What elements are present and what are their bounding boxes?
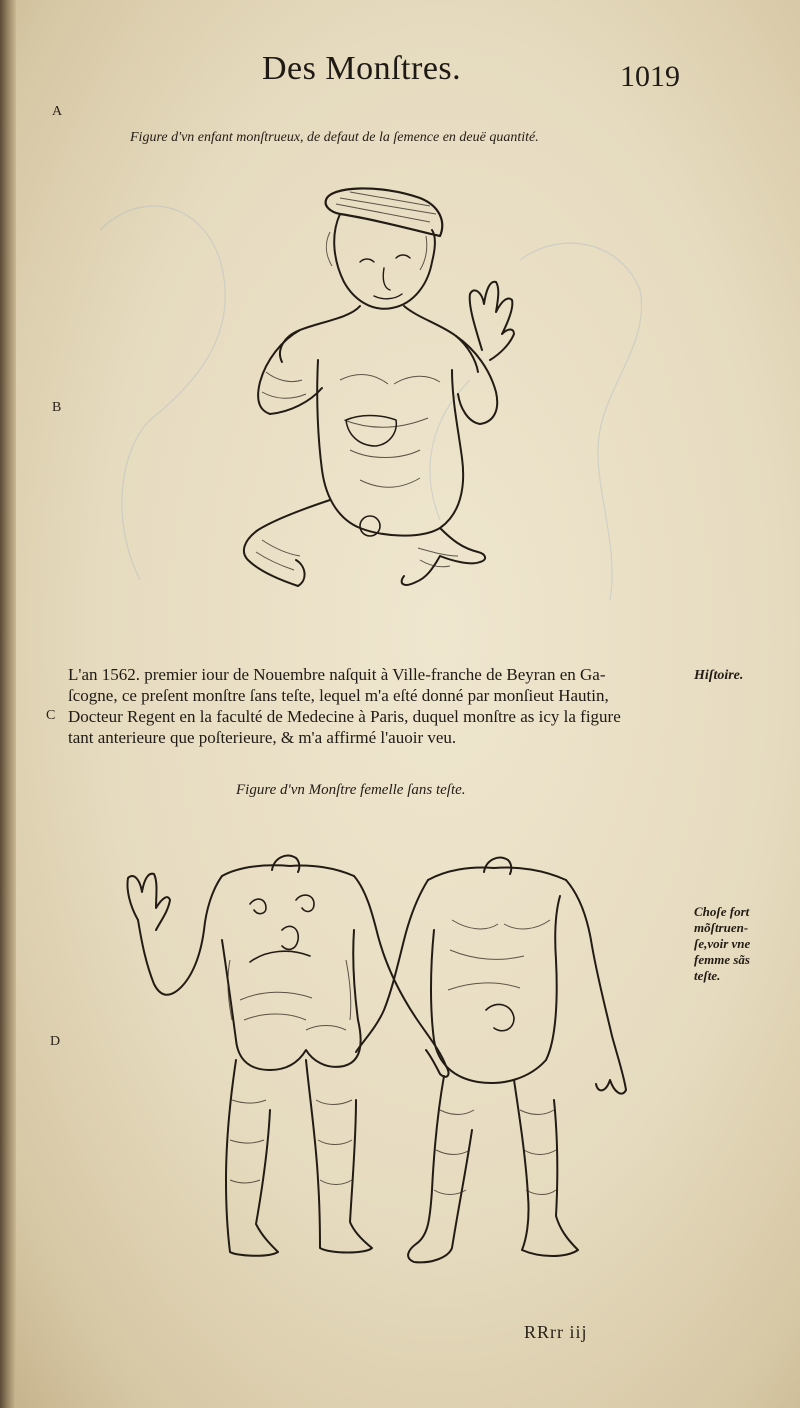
margin-note-line: ſe,voir vne [694, 936, 751, 951]
margin-letter-a: A [52, 104, 63, 119]
margin-note-line: Choſe fort [694, 904, 750, 919]
body-line: Docteur Regent en la faculté de Medecine à Paris, duquel monſtre as icy la figure [68, 707, 621, 726]
margin-note-histoire: Hiſtoire. [694, 668, 744, 683]
figure-1-caption: Figure d'vn enfant monſtrueux, de defaut de la ſemence en deuë quantité. [130, 130, 539, 145]
margin-letter-c: C [46, 708, 56, 723]
margin-note-line: femme sãs [694, 952, 750, 967]
page-number: 1019 [620, 60, 680, 93]
body-line: ſcogne, ce preſent monſtre ſans teſte, lequel m'a eſté donné par monſieut Hautin, [68, 686, 609, 705]
margin-letter-b: B [52, 400, 62, 415]
body-line: L'an 1562. premier iour de Nouembre naſquit à Ville-franche de Beyran en Ga- [68, 665, 606, 684]
margin-note-line: mõſtruen- [694, 920, 749, 935]
signature-mark: RRrr iij [524, 1322, 588, 1342]
margin-letter-d: D [50, 1034, 61, 1049]
margin-note [694, 904, 750, 984]
body-line: tant anterieure que poſterieure, & m'a affirmé l'auoir veu. [68, 728, 457, 747]
figure-2-caption: Figure d'vn Monſtre femelle ſans teſte. [236, 782, 466, 798]
margin-note-line: teſte. [694, 968, 721, 983]
running-title: Des Monſtres. [262, 50, 462, 87]
